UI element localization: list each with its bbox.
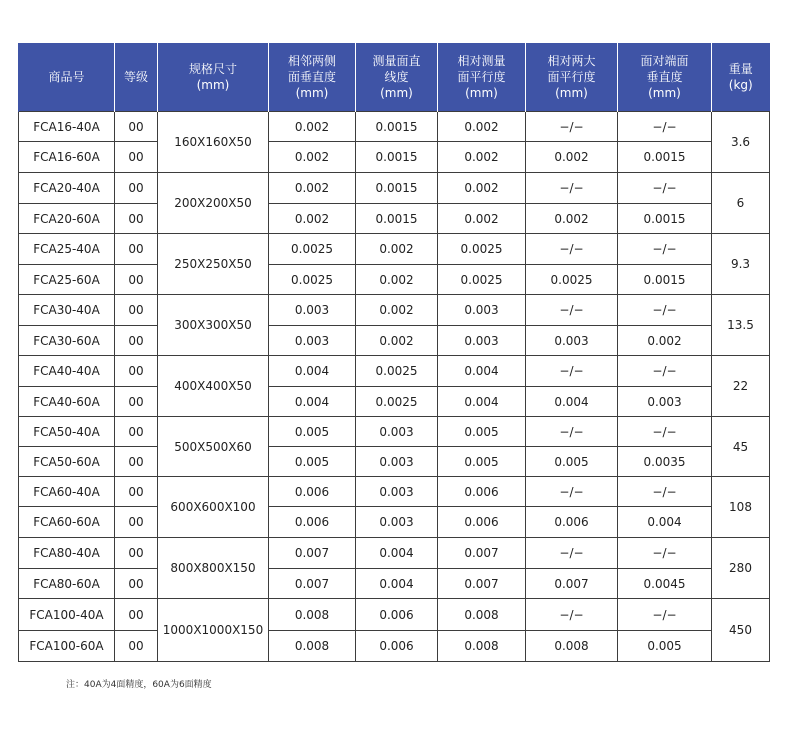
parallelism-cell: 0.002 <box>438 142 526 173</box>
adjacent-perpendicularity-cell: 0.003 <box>269 295 356 326</box>
table-row <box>19 387 770 417</box>
grade-cell: 00 <box>115 173 158 204</box>
adjacent-perpendicularity-cell: 0.002 <box>269 142 356 173</box>
parallelism-cell: 0.007 <box>438 538 526 569</box>
weight-cell: 45 <box>712 417 770 477</box>
model-cell: FCA25-40A <box>19 234 115 265</box>
flatness-cell: 0.002 <box>356 295 438 326</box>
table-row <box>19 326 770 356</box>
parallelism-cell: 0.004 <box>438 387 526 417</box>
flatness-cell: 0.0015 <box>356 112 438 142</box>
table-row <box>19 265 770 295</box>
model-cell: FCA20-60A <box>19 204 115 234</box>
header-flatness: 测量面直 线度 (mm) <box>356 43 438 112</box>
end-face-perpendicularity-cell: −/− <box>618 295 712 326</box>
weight-cell: 9.3 <box>712 234 770 295</box>
end-face-perpendicularity-cell: −/− <box>618 112 712 142</box>
large-face-parallelism-cell: −/− <box>526 538 618 569</box>
large-face-parallelism-cell: 0.008 <box>526 631 618 662</box>
parallelism-cell: 0.002 <box>438 112 526 142</box>
parallelism-cell: 0.008 <box>438 599 526 631</box>
size-cell: 160X160X50 <box>158 112 269 173</box>
adjacent-perpendicularity-cell: 0.004 <box>269 387 356 417</box>
table-body <box>19 112 770 662</box>
model-cell: FCA40-40A <box>19 356 115 387</box>
grade-cell: 00 <box>115 112 158 142</box>
adjacent-perpendicularity-cell: 0.004 <box>269 356 356 387</box>
adjacent-perpendicularity-cell: 0.008 <box>269 599 356 631</box>
model-cell: FCA50-60A <box>19 447 115 477</box>
large-face-parallelism-cell: −/− <box>526 477 618 507</box>
flatness-cell: 0.0015 <box>356 142 438 173</box>
flatness-cell: 0.0025 <box>356 387 438 417</box>
footnote: 注：40A为4面精度，60A为6面精度 <box>66 680 212 690</box>
table-row <box>19 631 770 662</box>
end-face-perpendicularity-cell: 0.0035 <box>618 447 712 477</box>
adjacent-perpendicularity-cell: 0.007 <box>269 569 356 599</box>
end-face-perpendicularity-cell: 0.004 <box>618 507 712 538</box>
adjacent-perpendicularity-cell: 0.002 <box>269 173 356 204</box>
large-face-parallelism-cell: 0.0025 <box>526 265 618 295</box>
parallelism-cell: 0.0025 <box>438 265 526 295</box>
weight-cell: 108 <box>712 477 770 538</box>
end-face-perpendicularity-cell: −/− <box>618 356 712 387</box>
table-row <box>19 142 770 173</box>
adjacent-perpendicularity-cell: 0.0025 <box>269 234 356 265</box>
grade-cell: 00 <box>115 356 158 387</box>
grade-cell: 00 <box>115 569 158 599</box>
flatness-cell: 0.004 <box>356 538 438 569</box>
model-cell: FCA100-60A <box>19 631 115 662</box>
header-size: 规格尺寸 (mm) <box>158 43 269 112</box>
adjacent-perpendicularity-cell: 0.007 <box>269 538 356 569</box>
grade-cell: 00 <box>115 447 158 477</box>
parallelism-cell: 0.002 <box>438 173 526 204</box>
large-face-parallelism-cell: 0.002 <box>526 142 618 173</box>
table-row <box>19 447 770 477</box>
flatness-cell: 0.003 <box>356 417 438 447</box>
weight-cell: 3.6 <box>712 112 770 173</box>
adjacent-perpendicularity-cell: 0.006 <box>269 477 356 507</box>
end-face-perpendicularity-cell: −/− <box>618 599 712 631</box>
large-face-parallelism-cell: −/− <box>526 599 618 631</box>
large-face-parallelism-cell: −/− <box>526 295 618 326</box>
end-face-perpendicularity-cell: −/− <box>618 538 712 569</box>
large-face-parallelism-cell: 0.007 <box>526 569 618 599</box>
flatness-cell: 0.002 <box>356 234 438 265</box>
grade-cell: 00 <box>115 204 158 234</box>
end-face-perpendicularity-cell: −/− <box>618 234 712 265</box>
flatness-cell: 0.006 <box>356 599 438 631</box>
grade-cell: 00 <box>115 477 158 507</box>
large-face-parallelism-cell: 0.006 <box>526 507 618 538</box>
size-cell: 600X600X100 <box>158 477 269 538</box>
end-face-perpendicularity-cell: 0.005 <box>618 631 712 662</box>
adjacent-perpendicularity-cell: 0.005 <box>269 447 356 477</box>
grade-cell: 00 <box>115 599 158 631</box>
grade-cell: 00 <box>115 234 158 265</box>
parallelism-cell: 0.008 <box>438 631 526 662</box>
grade-cell: 00 <box>115 387 158 417</box>
end-face-perpendicularity-cell: −/− <box>618 417 712 447</box>
model-cell: FCA16-40A <box>19 112 115 142</box>
flatness-cell: 0.0015 <box>356 173 438 204</box>
flatness-cell: 0.003 <box>356 507 438 538</box>
model-cell: FCA60-60A <box>19 507 115 538</box>
large-face-parallelism-cell: 0.004 <box>526 387 618 417</box>
size-cell: 300X300X50 <box>158 295 269 356</box>
flatness-cell: 0.0015 <box>356 204 438 234</box>
model-cell: FCA30-60A <box>19 326 115 356</box>
end-face-perpendicularity-cell: −/− <box>618 477 712 507</box>
model-cell: FCA20-40A <box>19 173 115 204</box>
large-face-parallelism-cell: 0.002 <box>526 204 618 234</box>
end-face-perpendicularity-cell: 0.0015 <box>618 142 712 173</box>
size-cell: 200X200X50 <box>158 173 269 234</box>
grade-cell: 00 <box>115 631 158 662</box>
table-row <box>19 569 770 599</box>
end-face-perpendicularity-cell: 0.002 <box>618 326 712 356</box>
size-cell: 500X500X60 <box>158 417 269 477</box>
weight-cell: 450 <box>712 599 770 662</box>
spec-table <box>18 43 770 662</box>
end-face-perpendicularity-cell: 0.0045 <box>618 569 712 599</box>
parallelism-cell: 0.003 <box>438 295 526 326</box>
grade-cell: 00 <box>115 538 158 569</box>
end-face-perpendicularity-cell: 0.0015 <box>618 265 712 295</box>
grade-cell: 00 <box>115 142 158 173</box>
header-end-face-perpendicularity: 面对端面 垂直度 (mm) <box>618 43 712 112</box>
large-face-parallelism-cell: −/− <box>526 234 618 265</box>
weight-cell: 22 <box>712 356 770 417</box>
model-cell: FCA16-60A <box>19 142 115 173</box>
large-face-parallelism-cell: −/− <box>526 356 618 387</box>
large-face-parallelism-cell: −/− <box>526 417 618 447</box>
flatness-cell: 0.003 <box>356 447 438 477</box>
size-cell: 250X250X50 <box>158 234 269 295</box>
flatness-cell: 0.002 <box>356 326 438 356</box>
flatness-cell: 0.0025 <box>356 356 438 387</box>
flatness-cell: 0.002 <box>356 265 438 295</box>
parallelism-cell: 0.006 <box>438 477 526 507</box>
parallelism-cell: 0.005 <box>438 447 526 477</box>
grade-cell: 00 <box>115 507 158 538</box>
grade-cell: 00 <box>115 417 158 447</box>
weight-cell: 13.5 <box>712 295 770 356</box>
end-face-perpendicularity-cell: 0.003 <box>618 387 712 417</box>
table-row <box>19 173 770 204</box>
adjacent-perpendicularity-cell: 0.0025 <box>269 265 356 295</box>
end-face-perpendicularity-cell: −/− <box>618 173 712 204</box>
flatness-cell: 0.006 <box>356 631 438 662</box>
header-adjacent-perpendicularity: 相邻两侧 面垂直度 (mm) <box>269 43 356 112</box>
large-face-parallelism-cell: 0.005 <box>526 447 618 477</box>
model-cell: FCA40-60A <box>19 387 115 417</box>
header-large-face-parallelism: 相对两大 面平行度 (mm) <box>526 43 618 112</box>
size-cell: 800X800X150 <box>158 538 269 599</box>
parallelism-cell: 0.006 <box>438 507 526 538</box>
large-face-parallelism-cell: 0.003 <box>526 326 618 356</box>
adjacent-perpendicularity-cell: 0.005 <box>269 417 356 447</box>
table-row <box>19 112 770 142</box>
header-grade: 等级 <box>115 43 158 112</box>
table-row <box>19 295 770 326</box>
adjacent-perpendicularity-cell: 0.008 <box>269 631 356 662</box>
weight-cell: 6 <box>712 173 770 234</box>
parallelism-cell: 0.002 <box>438 204 526 234</box>
flatness-cell: 0.004 <box>356 569 438 599</box>
table-row <box>19 356 770 387</box>
table-row <box>19 477 770 507</box>
model-cell: FCA25-60A <box>19 265 115 295</box>
parallelism-cell: 0.0025 <box>438 234 526 265</box>
parallelism-cell: 0.003 <box>438 326 526 356</box>
table-row <box>19 234 770 265</box>
table-row <box>19 538 770 569</box>
flatness-cell: 0.003 <box>356 477 438 507</box>
model-cell: FCA60-40A <box>19 477 115 507</box>
model-cell: FCA80-40A <box>19 538 115 569</box>
parallelism-cell: 0.004 <box>438 356 526 387</box>
header-model: 商品号 <box>19 43 115 112</box>
grade-cell: 00 <box>115 326 158 356</box>
adjacent-perpendicularity-cell: 0.006 <box>269 507 356 538</box>
model-cell: FCA80-60A <box>19 569 115 599</box>
header-parallelism: 相对测量 面平行度 (mm) <box>438 43 526 112</box>
parallelism-cell: 0.007 <box>438 569 526 599</box>
grade-cell: 00 <box>115 295 158 326</box>
size-cell: 400X400X50 <box>158 356 269 417</box>
grade-cell: 00 <box>115 265 158 295</box>
model-cell: FCA50-40A <box>19 417 115 447</box>
parallelism-cell: 0.005 <box>438 417 526 447</box>
model-cell: FCA100-40A <box>19 599 115 631</box>
size-cell: 1000X1000X150 <box>158 599 269 662</box>
adjacent-perpendicularity-cell: 0.002 <box>269 204 356 234</box>
model-cell: FCA30-40A <box>19 295 115 326</box>
end-face-perpendicularity-cell: 0.0015 <box>618 204 712 234</box>
weight-cell: 280 <box>712 538 770 599</box>
large-face-parallelism-cell: −/− <box>526 112 618 142</box>
table-row <box>19 599 770 631</box>
header-row <box>19 43 770 112</box>
table-row <box>19 417 770 447</box>
adjacent-perpendicularity-cell: 0.003 <box>269 326 356 356</box>
large-face-parallelism-cell: −/− <box>526 173 618 204</box>
header-weight: 重量 (kg) <box>712 43 770 112</box>
table-row <box>19 507 770 538</box>
adjacent-perpendicularity-cell: 0.002 <box>269 112 356 142</box>
table-row <box>19 204 770 234</box>
